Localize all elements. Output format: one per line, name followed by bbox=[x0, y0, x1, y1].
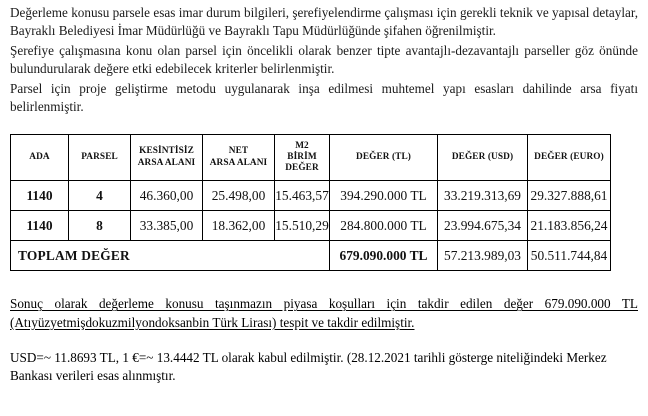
column-header-deger-tl bbox=[330, 135, 438, 181]
cell-deger-tl: 284.800.000 TL bbox=[330, 211, 438, 241]
header-line: DEĞER (EURO) bbox=[534, 152, 604, 163]
total-deger-usd: 57.213.989,03 bbox=[438, 241, 528, 271]
cell-ada: 1140 bbox=[11, 181, 69, 211]
header-line: KESİNTİSİZ bbox=[139, 146, 194, 157]
header-line: ARSA ALANI bbox=[209, 157, 268, 168]
cell-parsel: 8 bbox=[69, 211, 131, 241]
intro-paragraph-2: Şerefiye çalışmasına konu olan parsel için öncelikli olarak benzer tipte avantajlı-dezavantajlı parseller göz önünde bulundurularak değere etki edebilecek kriterler belirlenmiştir. bbox=[10, 43, 638, 76]
exchange-rate-note: USD=~ 11.8693 TL, 1 €=~ 13.4442 TL olarak kabul edilmiştir. (28.12.2021 tarihli gösterge niteliğindeki Merkez Bankası verileri esas alınmıştır. bbox=[10, 350, 607, 384]
intro-paragraph-1: Değerleme konusu parsele esas imar durum bilgileri, şerefiyelendirme çalışması için gerekli teknik ve yapısal detaylar, Bayraklı Belediyesi İmar Müdürlüğü ve Bayraklı Tapu Müdürlüğünde şifahen öğrenilmiştir. bbox=[10, 5, 638, 38]
cell-deger-usd: 23.994.675,34 bbox=[438, 211, 528, 241]
header-line: ARSA ALANI bbox=[137, 157, 196, 168]
cell-kesintisiz-arsa-alani: 46.360,00 bbox=[131, 181, 203, 211]
table-header-row bbox=[11, 135, 611, 181]
header-line: PARSEL bbox=[81, 152, 118, 163]
table-row bbox=[11, 211, 611, 241]
intro-section bbox=[10, 0, 638, 115]
intro-paragraph-3: Parsel için proje geliştirme metodu uygulanarak inşa edilmesi muhtemel yapı esasları dahilinde arsa fiyatı belirlenmiştir. bbox=[10, 81, 638, 114]
header-line: M2 bbox=[295, 140, 309, 151]
conclusion-paragraph bbox=[10, 295, 638, 332]
total-deger-tl: 679.090.000 TL bbox=[330, 241, 438, 271]
table-body bbox=[11, 181, 611, 271]
table-row bbox=[11, 181, 611, 211]
valuation-table bbox=[10, 134, 611, 271]
table-total-row bbox=[11, 241, 611, 271]
header-line: DEĞER (TL) bbox=[356, 152, 411, 163]
column-header-ada bbox=[11, 135, 69, 181]
header-line: NET bbox=[228, 146, 249, 157]
cell-ada: 1140 bbox=[11, 211, 69, 241]
total-deger-euro: 50.511.744,84 bbox=[528, 241, 611, 271]
column-header-deger-euro bbox=[528, 135, 611, 181]
conclusion-text: Sonuç olarak değerleme konusu taşınmazın piyasa koşulları için takdir edilen değer 679.090.000 TL (Atıyüzyetmişdokuzmilyondoksanbin Türk Lirası) tespit ve takdir edilmiştir. bbox=[10, 296, 638, 330]
column-header-net-arsa-alani bbox=[203, 135, 275, 181]
header-line: DEĞER (USD) bbox=[451, 152, 514, 163]
table-header bbox=[11, 135, 611, 181]
cell-m2-birim-deger: 15.463,57 bbox=[275, 181, 330, 211]
cell-deger-tl: 394.290.000 TL bbox=[330, 181, 438, 211]
column-header-deger-usd bbox=[438, 135, 528, 181]
column-header-m2-birim-deger bbox=[275, 135, 330, 181]
cell-deger-euro: 29.327.888,61 bbox=[528, 181, 611, 211]
cell-net-arsa-alani: 18.362,00 bbox=[203, 211, 275, 241]
cell-deger-usd: 33.219.313,69 bbox=[438, 181, 528, 211]
column-header-parsel bbox=[69, 135, 131, 181]
column-header-kesintisiz-arsa-alani bbox=[131, 135, 203, 181]
cell-parsel: 4 bbox=[69, 181, 131, 211]
total-label: TOPLAM DEĞER bbox=[11, 241, 330, 271]
cell-deger-euro: 21.183.856,24 bbox=[528, 211, 611, 241]
header-line: DEĞER bbox=[285, 163, 319, 174]
cell-kesintisiz-arsa-alani: 33.385,00 bbox=[131, 211, 203, 241]
cell-net-arsa-alani: 25.498,00 bbox=[203, 181, 275, 211]
header-line: ADA bbox=[29, 152, 50, 163]
header-line: BİRİM bbox=[287, 152, 317, 163]
cell-m2-birim-deger: 15.510,29 bbox=[275, 211, 330, 241]
